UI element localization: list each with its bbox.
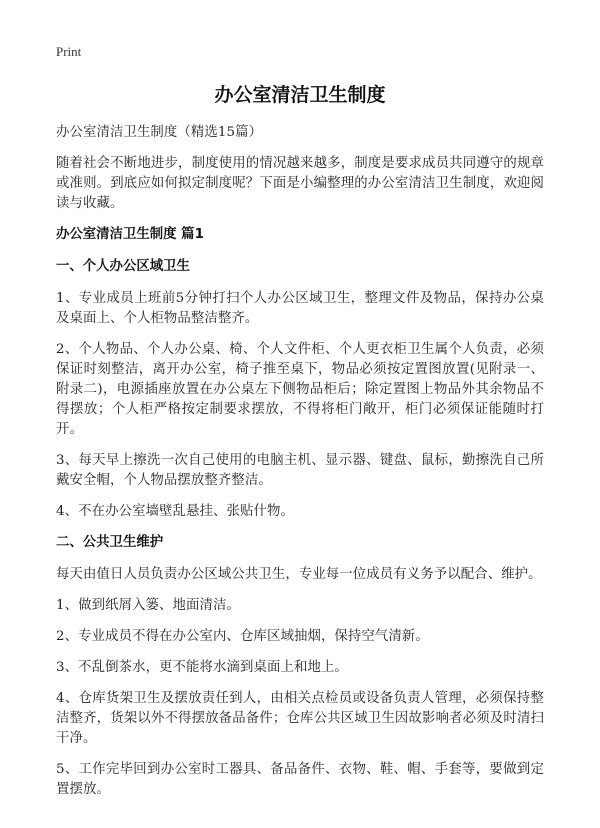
list-item: 1、做到纸屑入篓、地面清洁。	[56, 598, 240, 613]
list-item: 4、仓库货架卫生及摆放责任到人，由相关点检员或设备负责人管理，必须保持整洁整齐，货架以外不得摆放备品备件；仓库公共区域卫生因故影响者必须及时清扫干净。	[56, 691, 544, 746]
list-item: 4、不在办公室墙壁乱悬挂、张贴什物。	[56, 504, 294, 519]
intro-paragraph: 随着社会不断地进步，制度使用的情况越来越多，制度是要求成员共同遵守的规章或准则。到底应如何拟定制度呢？下面是小编整理的办公室清洁卫生制度，欢迎阅读与收藏。	[56, 156, 544, 211]
section-heading-public-hygiene: 二、公共卫生维护	[56, 535, 164, 550]
section-intro-paragraph: 每天由值日人员负责办公区域公共卫生，专业每一位成员有义务予以配合、维护。	[56, 567, 542, 582]
section-heading-personal-area: 一、个人办公区域卫生	[56, 259, 190, 274]
list-item: 1、专业成员上班前5分钟打扫个人办公区域卫生，整理文件及物品，保持办公桌及桌面上、个人柜物品整洁整齐。	[56, 291, 544, 326]
list-item: 3、每天早上擦洗一次自己使用的电脑主机、显示器、键盘、鼠标，勤擦洗自己所戴安全帽，个人物品摆放整齐整洁。	[56, 453, 544, 488]
article-heading: 办公室清洁卫生制度 篇1	[56, 227, 204, 242]
document-title: 办公室清洁卫生制度	[214, 84, 386, 106]
list-item: 3、不乱倒茶水，更不能将水滴到桌面上和地上。	[56, 660, 348, 675]
list-item: 5、工作完毕回到办公室时工器具、备品备件、衣物、鞋、帽、手套等，要做到定置摆放。	[56, 762, 544, 797]
document-subtitle: 办公室清洁卫生制度（精选15篇）	[56, 125, 263, 140]
list-item: 2、个人物品、个人办公桌、椅、个人文件柜、个人更衣柜卫生属个人负责，必须保证时刻整洁，离开办公室，椅子推至桌下，物品必须按定置图放置(见附录一、附录二)，电源插座放置在办公桌左下侧物品柜后；除定置图上物品外其余物品不得摆放；个人柜严格按定制要求摆放，不得将柜门敞开，柜门必须保证能随时打开。	[56, 342, 544, 437]
print-label: Print	[56, 44, 82, 59]
list-item: 2、专业成员不得在办公室内、仓库区域抽烟，保持空气清新。	[56, 629, 429, 644]
